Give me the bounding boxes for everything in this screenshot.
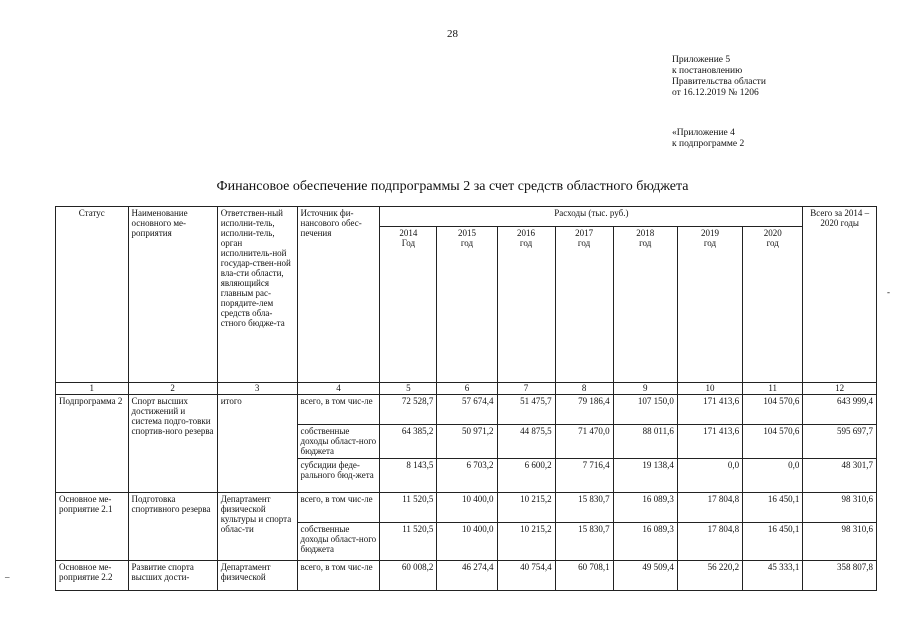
value-cell: 15 830,7 (555, 523, 613, 561)
document-title: Финансовое обеспечение подпрограммы 2 за счет средств областного бюджета (216, 179, 689, 194)
year-unit: год (639, 238, 652, 248)
value-cell: 8 143,5 (380, 459, 437, 493)
value-cell: 10 215,2 (497, 523, 555, 561)
finance-table (55, 206, 877, 591)
header-name: Наименование основного ме-роприятия (128, 207, 217, 383)
header-source: Источник фи-нансового обес-печения (297, 207, 380, 383)
responsible-cell: Департамент физической культуры и спорта облас-ти (217, 493, 297, 561)
value-cell: 171 413,6 (677, 395, 742, 425)
header-row (56, 207, 877, 227)
header-year-cell (497, 227, 555, 383)
value-cell: 11 520,5 (380, 493, 437, 523)
table-row (56, 561, 877, 591)
value-cell: 51 475,7 (497, 395, 555, 425)
column-number-row (56, 383, 877, 395)
year-unit: Год (401, 238, 416, 248)
status-cell: Подпрограмма 2 (56, 395, 129, 493)
value-cell: 10 400,0 (437, 523, 497, 561)
header-status: Статус (56, 207, 129, 383)
column-number: 12 (803, 383, 877, 395)
total-cell: 643 999,4 (803, 395, 877, 425)
value-cell: 71 470,0 (555, 425, 613, 459)
year-unit: год (519, 238, 533, 248)
responsible-cell: итого (217, 395, 297, 493)
header-year-cell (677, 227, 742, 383)
header-year-cell (613, 227, 677, 383)
year: 2015 (457, 228, 476, 238)
page-number: 28 (447, 28, 458, 40)
column-number: 8 (555, 383, 613, 395)
value-cell: 17 804,8 (677, 523, 742, 561)
total-cell: 595 697,7 (803, 425, 877, 459)
year: 2014 (399, 228, 418, 238)
value-cell: 10 400,0 (437, 493, 497, 523)
appendix-line: Приложение 5 (672, 55, 731, 65)
year: 2018 (636, 228, 655, 238)
value-cell: 45 333,1 (743, 561, 803, 591)
header-year-cell (380, 227, 437, 383)
status-cell: Основное ме-роприятие 2.2 (56, 561, 129, 591)
value-cell: 11 520,5 (380, 523, 437, 561)
value-cell: 171 413,6 (677, 425, 742, 459)
source-cell: субсидии феде-рального бюд-жета (297, 459, 380, 493)
year-unit: год (703, 238, 717, 248)
margin-dash: – (5, 572, 10, 582)
source-cell: всего, в том чис-ле (297, 493, 380, 523)
value-cell: 15 830,7 (555, 493, 613, 523)
value-cell: 7 716,4 (555, 459, 613, 493)
value-cell: 17 804,8 (677, 493, 742, 523)
appendix-line: к постановлению (672, 66, 743, 76)
year: 2019 (700, 228, 719, 238)
value-cell: 72 528,7 (380, 395, 437, 425)
column-number: 4 (297, 383, 380, 395)
appendix-header-2 (672, 128, 744, 150)
appendix-line: от 16.12.2019 № 1206 (672, 88, 759, 98)
value-cell: 6 703,2 (437, 459, 497, 493)
margin-dot: - (887, 287, 890, 297)
header-year-cell (437, 227, 497, 383)
value-cell: 0,0 (677, 459, 742, 493)
year-unit: год (766, 238, 779, 248)
value-cell: 10 215,2 (497, 493, 555, 523)
year-unit: год (577, 238, 591, 248)
value-cell: 56 220,2 (677, 561, 742, 591)
table-row (56, 395, 877, 425)
total-cell: 48 301,7 (803, 459, 877, 493)
header-year-cell (555, 227, 613, 383)
value-cell: 50 971,2 (437, 425, 497, 459)
column-number: 9 (613, 383, 677, 395)
value-cell: 16 450,1 (743, 523, 803, 561)
total-cell: 98 310,6 (803, 523, 877, 561)
year: 2017 (575, 228, 594, 238)
value-cell: 79 186,4 (555, 395, 613, 425)
column-number: 3 (217, 383, 297, 395)
value-cell: 16 089,3 (613, 493, 677, 523)
appendix-line: Правительства области (672, 77, 766, 87)
value-cell: 104 570,6 (743, 395, 803, 425)
total-cell: 98 310,6 (803, 493, 877, 523)
column-number: 6 (437, 383, 497, 395)
column-number: 10 (677, 383, 742, 395)
value-cell: 6 600,2 (497, 459, 555, 493)
value-cell: 16 450,1 (743, 493, 803, 523)
header-year-cell (743, 227, 803, 383)
column-number: 11 (743, 383, 803, 395)
value-cell: 107 150,0 (613, 395, 677, 425)
value-cell: 40 754,4 (497, 561, 555, 591)
year: 2020 (763, 228, 782, 238)
value-cell: 44 875,5 (497, 425, 555, 459)
column-number: 7 (497, 383, 555, 395)
header-responsible: Ответствен-ный исполни-тель, исполни-тель, орган исполнитель-ной государ-ствен-ной вла-сти области, являющийся главным рас-порядите-лем средств обла-стного бюдже-та (217, 207, 297, 383)
value-cell: 0,0 (743, 459, 803, 493)
name-cell: Спорт высших достижений и система подго-товки спортив-ного резерва (128, 395, 217, 493)
name-cell: Развитие спорта высших дости- (128, 561, 217, 591)
value-cell: 64 385,2 (380, 425, 437, 459)
status-cell: Основное ме-роприятие 2.1 (56, 493, 129, 561)
name-cell: Подготовка спортивного резерва (128, 493, 217, 561)
appendix-line: к подпрограмме 2 (672, 139, 745, 149)
value-cell: 49 509,4 (613, 561, 677, 591)
column-number: 1 (56, 383, 129, 395)
column-number: 5 (380, 383, 437, 395)
total-cell: 358 807,8 (803, 561, 877, 591)
year-unit: год (460, 238, 474, 248)
appendix-header (672, 55, 766, 99)
source-cell: собственные доходы област-ного бюджета (297, 523, 380, 561)
year: 2016 (517, 228, 536, 238)
source-cell: собственные доходы област-ного бюджета (297, 425, 380, 459)
value-cell: 104 570,6 (743, 425, 803, 459)
value-cell: 60 008,2 (380, 561, 437, 591)
source-cell: всего, в том чис-ле (297, 395, 380, 425)
header-expenses: Расходы (тыс. руб.) (380, 207, 803, 227)
value-cell: 88 011,6 (613, 425, 677, 459)
value-cell: 19 138,4 (613, 459, 677, 493)
value-cell: 57 674,4 (437, 395, 497, 425)
value-cell: 60 708,1 (555, 561, 613, 591)
source-cell: всего, в том чис-ле (297, 561, 380, 591)
responsible-cell: Департамент физической (217, 561, 297, 591)
value-cell: 46 274,4 (437, 561, 497, 591)
header-total: Всего за 2014 – 2020 годы (803, 207, 877, 383)
table-row (56, 493, 877, 523)
column-number: 2 (128, 383, 217, 395)
appendix-line: «Приложение 4 (672, 128, 735, 138)
value-cell: 16 089,3 (613, 523, 677, 561)
